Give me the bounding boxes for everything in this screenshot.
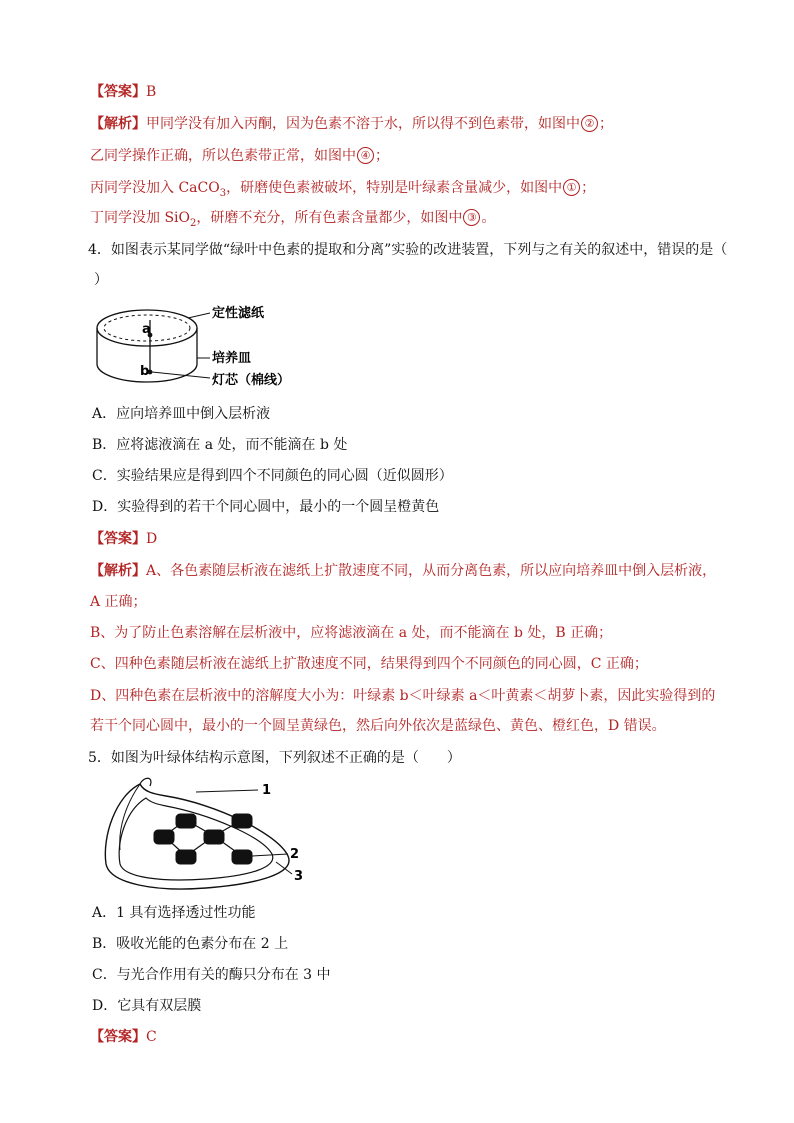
inner-membrane [119, 798, 273, 880]
answer-value: C [146, 1029, 157, 1045]
chloroplast-figure [96, 776, 316, 898]
q3-analysis-line-2: 乙同学操作正确，所以色素带正常，如图中 ④ ； [90, 148, 389, 164]
q4-analysis-line-3: B、为了防止色素溶解在层析液中，应将滤液滴在 a 处，而不能滴在 b 处，B 正确； [90, 625, 613, 641]
label-2: 2 [290, 847, 300, 862]
q4-analysis-line-2: A 正确； [90, 594, 147, 610]
answer-tag: 【答案】 [90, 1029, 146, 1045]
label-1: 1 [262, 783, 272, 798]
q4-stem-line-1: 4．如图表示某同学做“绿叶中色素的提取和分离”实验的改进装置，下列与之有关的叙述中，错误的是（ [88, 242, 728, 258]
q5-stem: 5．如图为叶绿体结构示意图，下列叙述不正确的是（ ） [88, 750, 461, 766]
grana-stacks [154, 814, 252, 864]
q4-stem-line-2: ） [94, 272, 108, 288]
q3-analysis-line-4: 丁同学没加 SiO$_2$，研磨不充分，所有色素含量都少，如图中 ③ 。 [90, 210, 496, 229]
answer-tag: 【答案】 [90, 531, 146, 547]
label-petri-dish: 培养皿 [212, 351, 252, 366]
granum [176, 814, 196, 828]
q3-analysis-line-1: 【解析】甲同学没有加入丙酮，因为色素不溶于水，所以得不到色素带，如图中 ② ； [90, 116, 613, 132]
q4-analysis-line-5: D、四种色素在层析液中的溶解度大小为：叶绿素 b＜叶绿素 a＜叶黄素＜胡萝卜素，因此实验得到的 [90, 688, 716, 704]
q5-answer [90, 1027, 157, 1047]
circled-number: ① [563, 179, 580, 196]
q4-analysis-line-1: 【解析】A、各色素随层析液在滤纸上扩散速度不同，从而分离色素，所以应向培养皿中倒入层析液， [90, 563, 717, 579]
label-b: b [140, 364, 150, 379]
q3-answer [90, 82, 156, 102]
granum [176, 850, 196, 864]
granum [154, 830, 174, 844]
q4-option-a: A．应向培养皿中倒入层析液 [92, 406, 271, 422]
label-wick: 灯芯（棉线） [212, 373, 291, 388]
q5-option-a: A．1 具有选择透过性功能 [92, 905, 256, 921]
outer-membrane [105, 784, 289, 889]
answer-value: B [146, 84, 157, 100]
q4-option-d: D．实验得到的若干个同心圆中，最小的一个圆呈橙黄色 [92, 499, 440, 515]
q4-option-c: C．实验结果应是得到四个不同颜色的同心圆（近似圆形） [92, 468, 453, 484]
label-3: 3 [294, 869, 304, 884]
q5-option-c: C．与光合作用有关的酶只分布在 3 中 [92, 967, 331, 983]
label-a: a [142, 322, 151, 337]
analysis-tag: 【解析】 [90, 563, 146, 579]
label-filter-paper: 定性滤纸 [212, 306, 265, 321]
answer-tag: 【答案】 [90, 84, 146, 100]
q4-option-b: B．应将滤液滴在 a 处，而不能滴在 b 处 [92, 437, 348, 453]
granum [204, 830, 224, 844]
q4-answer [90, 529, 157, 549]
q5-option-d: D．它具有双层膜 [92, 998, 202, 1014]
q4-analysis-line-6: 若干个同心圆中，最小的一个圆呈黄绿色，然后向外依次是蓝绿色、黄色、橙红色，D 错误。 [90, 718, 666, 734]
analysis-tag: 【解析】 [90, 116, 146, 132]
q3-analysis-line-3: 丙同学没加入 CaCO$_3$，研磨使色素被破坏，特别是叶绿素含量减少，如图中 ① ； [90, 180, 596, 199]
granum [232, 850, 252, 864]
q4-analysis-line-4: C、四种色素随层析液在滤纸上扩散速度不同，结果得到四个不同颜色的同心圆，C 正确； [90, 656, 648, 672]
q5-option-b: B．吸收光能的色素分布在 2 上 [92, 936, 289, 952]
granum [232, 814, 252, 828]
circled-number: ④ [357, 147, 374, 164]
answer-value: D [146, 531, 158, 547]
circled-number: ③ [463, 209, 480, 226]
circled-number: ② [581, 115, 598, 132]
petri-dish-figure [92, 298, 292, 394]
